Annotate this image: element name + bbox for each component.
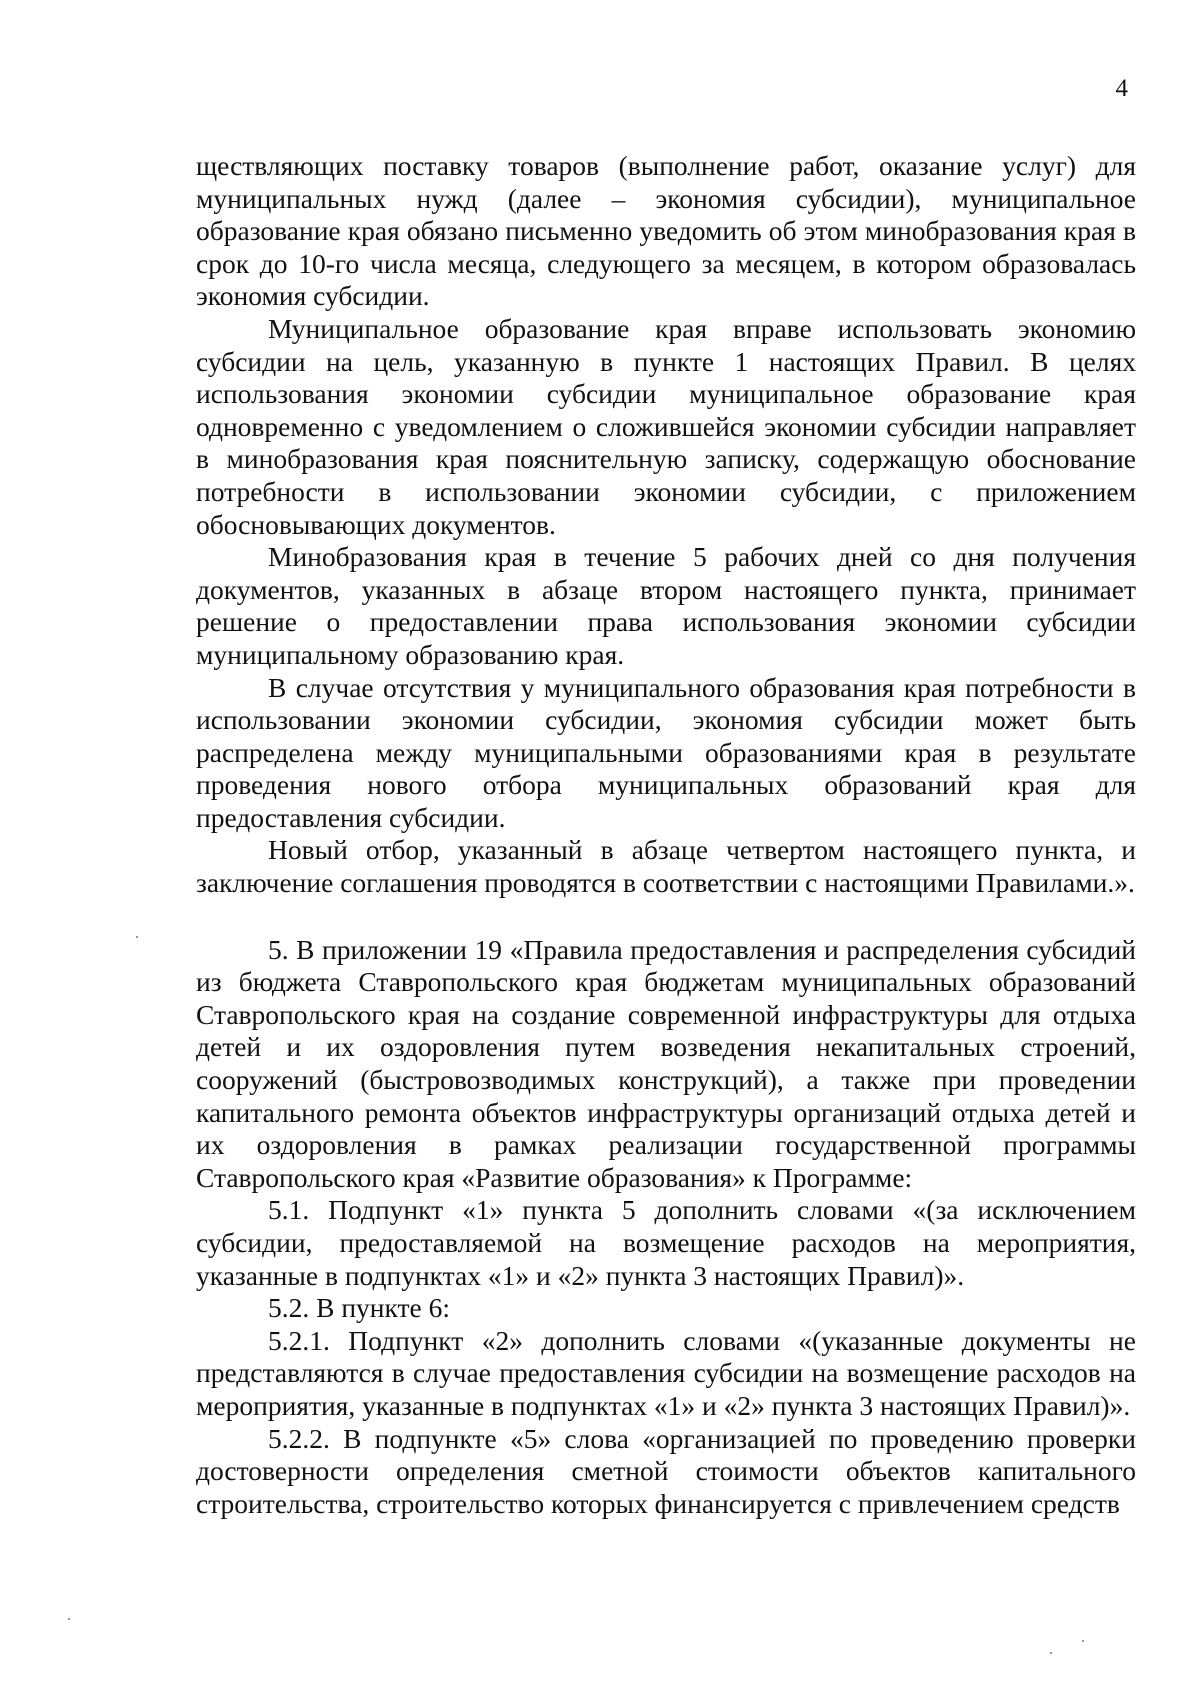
paragraph-continuation: ществляющих поставку товаров (выполнение работ, оказание услуг) для муниципальных нужд (далее – экономия субсидии), муниципальное образование края обязано письменно уведомить об этом минобразования края в срок до 10-го числа месяца, следующего за месяцем, в котором образовалась экономия субсидии.	[196, 150, 1136, 312]
paragraph-redistribution: В случае отсутствия у муниципального образования края потребности в использовании экономии субсидии, экономия субсидии может быть распределена между муниципальными образованиями края в результате проведения нового отбора муниципальных образований края для предоставления субсидии.	[196, 671, 1136, 833]
scan-speck	[136, 936, 138, 938]
scan-speck	[68, 1618, 70, 1620]
scan-speck	[1050, 1652, 1052, 1654]
paragraph-economy-use: Муниципальное образование края вправе использовать экономию субсидии на цель, указанную в пункте 1 настоящих Правил. В целях использования экономии субсидии муниципальное образование края одновременно с уведомлением о сложившейся экономии субсидии направляет в минобразования края пояснительную записку, содержащую обоснование потребности в использовании экономии субсидии, с приложением обосновывающих документов.	[196, 312, 1136, 540]
paragraph-item-5-2: 5.2. В пункте 6:	[268, 1292, 451, 1324]
paragraph-item-5-2-1: 5.2.1. Подпункт «2» дополнить словами «(указанные документы не представляются в случае предоставления субсидии на возмещение расходов на мероприятия, указанные в подпунктах «1» и «2» пункта 3 настоящих Правил)».	[196, 1324, 1136, 1421]
paragraph-item-5-2-2: 5.2.2. В подпункте «5» слова «организацией по проведению проверки достоверности определения сметной стоимости объектов капитального строительства, строительство которых финансируется с привлечением средств	[196, 1422, 1136, 1519]
scan-speck	[1082, 1640, 1084, 1642]
paragraph-decision: Минобразования края в течение 5 рабочих дней со дня получения документов, указанных в абзаце втором настоящего пункта, принимает решение о предоставлении права использования экономии субсидии муниципальному образованию края.	[196, 541, 1136, 670]
paragraph-item-5-1: 5.1. Подпункт «1» пункта 5 дополнить словами «(за исключением субсидии, предоставляемой на возмещение расходов на мероприятия, указанные в подпунктах «1» и «2» пункта 3 настоящих Правил)».	[196, 1194, 1136, 1291]
paragraph-item-5: 5. В приложении 19 «Правила предоставления и распределения субсидий из бюджета Ставропольского края бюджетам муниципальных образований Ставропольского края на создание современной инфраструктуры для отдыха детей и их оздоровления путем возведения некапитальных строений, сооружений (быстровозводимых конструкций), а также при проведении капитального ремонта объектов инфраструктуры организаций отдыха детей и их оздоровления в рамках реализации государственной программы Ставропольского края «Развитие образования» к Программе:	[196, 933, 1136, 1193]
page-number: 4	[1115, 75, 1128, 102]
paragraph-new-selection: Новый отбор, указанный в абзаце четвертом настоящего пункта, и заключение соглашения проводятся в соответствии с настоящими Правилами.».	[196, 834, 1136, 899]
document-body	[196, 150, 1136, 1520]
